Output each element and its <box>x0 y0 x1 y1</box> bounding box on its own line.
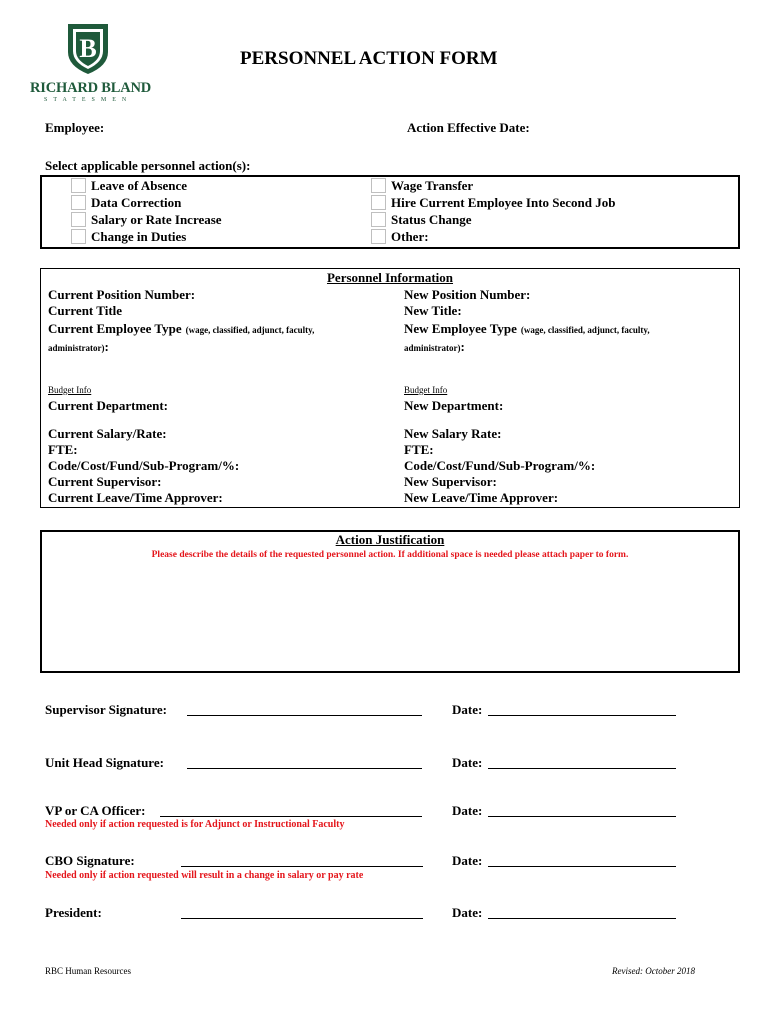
page-title: PERSONNEL ACTION FORM <box>240 48 498 69</box>
effective-date-label: Action Effective Date: <box>407 120 530 135</box>
budget-info-label: Budget Info <box>48 385 92 395</box>
cbo-note: Needed only if action requested will result in a change in salary or pay rate <box>45 870 364 881</box>
checkbox-data-correction[interactable] <box>71 195 86 210</box>
president-signature-line[interactable] <box>181 918 423 919</box>
current-type-label: Current Employee Type <box>48 321 182 336</box>
date-label: Date: <box>452 905 483 920</box>
action-label: Change in Duties <box>91 229 187 244</box>
new-supervisor-label: New Supervisor: <box>404 474 497 489</box>
personnel-heading: Personnel Information <box>326 270 454 285</box>
unit-head-signature-label: Unit Head Signature: <box>45 755 164 770</box>
new-salary-label: New Salary Rate: <box>404 426 502 441</box>
date-label: Date: <box>452 803 483 818</box>
current-salary-label: Current Salary/Rate: <box>48 426 167 441</box>
vp-date-line[interactable] <box>488 816 676 817</box>
action-label: Wage Transfer <box>391 178 474 193</box>
checkbox-second-job[interactable] <box>371 195 386 210</box>
new-position-label: New Position Number: <box>404 287 531 302</box>
president-signature-label: President: <box>45 905 102 920</box>
fte-label: FTE: <box>48 442 78 457</box>
date-label: Date: <box>452 702 483 717</box>
type-note-2: administrator): <box>404 339 465 354</box>
footer-left: RBC Human Resources <box>45 966 131 976</box>
vp-note: Needed only if action requested is for Adjunct or Instructional Faculty <box>45 819 345 830</box>
code-label: Code/Cost/Fund/Sub-Program/%: <box>404 458 596 473</box>
vp-signature-label: VP or CA Officer: <box>45 803 146 818</box>
action-label: Hire Current Employee Into Second Job <box>391 195 616 210</box>
action-label: Status Change <box>391 212 472 227</box>
logo-subtitle: STATESMEN <box>44 97 133 103</box>
new-title-label: New Title: <box>404 303 462 318</box>
current-employee-type <box>48 320 314 338</box>
checkbox-salary-increase[interactable] <box>71 212 86 227</box>
action-label: Salary or Rate Increase <box>91 212 222 227</box>
cbo-signature-label: CBO Signature: <box>45 853 135 868</box>
justification-note: Please describe the details of the requested personnel action. If additional space is needed please attach paper to form. <box>151 550 629 560</box>
current-leave-approver-label: Current Leave/Time Approver: <box>48 490 223 505</box>
current-position-label: Current Position Number: <box>48 287 196 302</box>
new-employee-type <box>404 320 650 338</box>
action-label: Leave of Absence <box>91 178 188 193</box>
unit-head-signature-line[interactable] <box>187 768 422 769</box>
supervisor-signature-label: Supervisor Signature: <box>45 702 167 717</box>
shield-icon <box>66 22 110 76</box>
logo-name: RICHARD BLAND <box>30 80 152 96</box>
current-title-label: Current Title <box>48 303 123 318</box>
president-date-line[interactable] <box>488 918 676 919</box>
vp-signature-line[interactable] <box>160 816 422 817</box>
date-label: Date: <box>452 853 483 868</box>
checkbox-status-change[interactable] <box>371 212 386 227</box>
cbo-date-line[interactable] <box>488 866 676 867</box>
logo-letter: B <box>79 34 97 63</box>
action-label: Data Correction <box>91 195 182 210</box>
date-label: Date: <box>452 755 483 770</box>
current-supervisor-label: Current Supervisor: <box>48 474 162 489</box>
unit-head-date-line[interactable] <box>488 768 676 769</box>
checkbox-wage-transfer[interactable] <box>371 178 386 193</box>
checkbox-other[interactable] <box>371 229 386 244</box>
checkbox-leave-of-absence[interactable] <box>71 178 86 193</box>
new-department-label: New Department: <box>404 398 504 413</box>
new-leave-approver-label: New Leave/Time Approver: <box>404 490 559 505</box>
footer-revised: Revised: October 2018 <box>612 966 695 976</box>
fte-label: FTE: <box>404 442 434 457</box>
code-label: Code/Cost/Fund/Sub-Program/%: <box>48 458 240 473</box>
supervisor-signature-line[interactable] <box>187 715 422 716</box>
select-actions-label: Select applicable personnel action(s): <box>45 158 251 173</box>
type-note-2: administrator): <box>48 339 109 354</box>
current-department-label: Current Department: <box>48 398 168 413</box>
action-label: Other: <box>391 229 429 244</box>
checkbox-change-in-duties[interactable] <box>71 229 86 244</box>
budget-info-label: Budget Info <box>404 385 448 395</box>
employee-label: Employee: <box>45 120 105 135</box>
supervisor-date-line[interactable] <box>488 715 676 716</box>
new-type-label: New Employee Type <box>404 321 517 336</box>
college-logo <box>66 22 110 76</box>
type-note: (wage, classified, adjunct, faculty, <box>185 325 315 335</box>
justification-heading: Action Justification <box>335 532 445 547</box>
cbo-signature-line[interactable] <box>181 866 423 867</box>
type-note: (wage, classified, adjunct, faculty, <box>520 325 650 335</box>
